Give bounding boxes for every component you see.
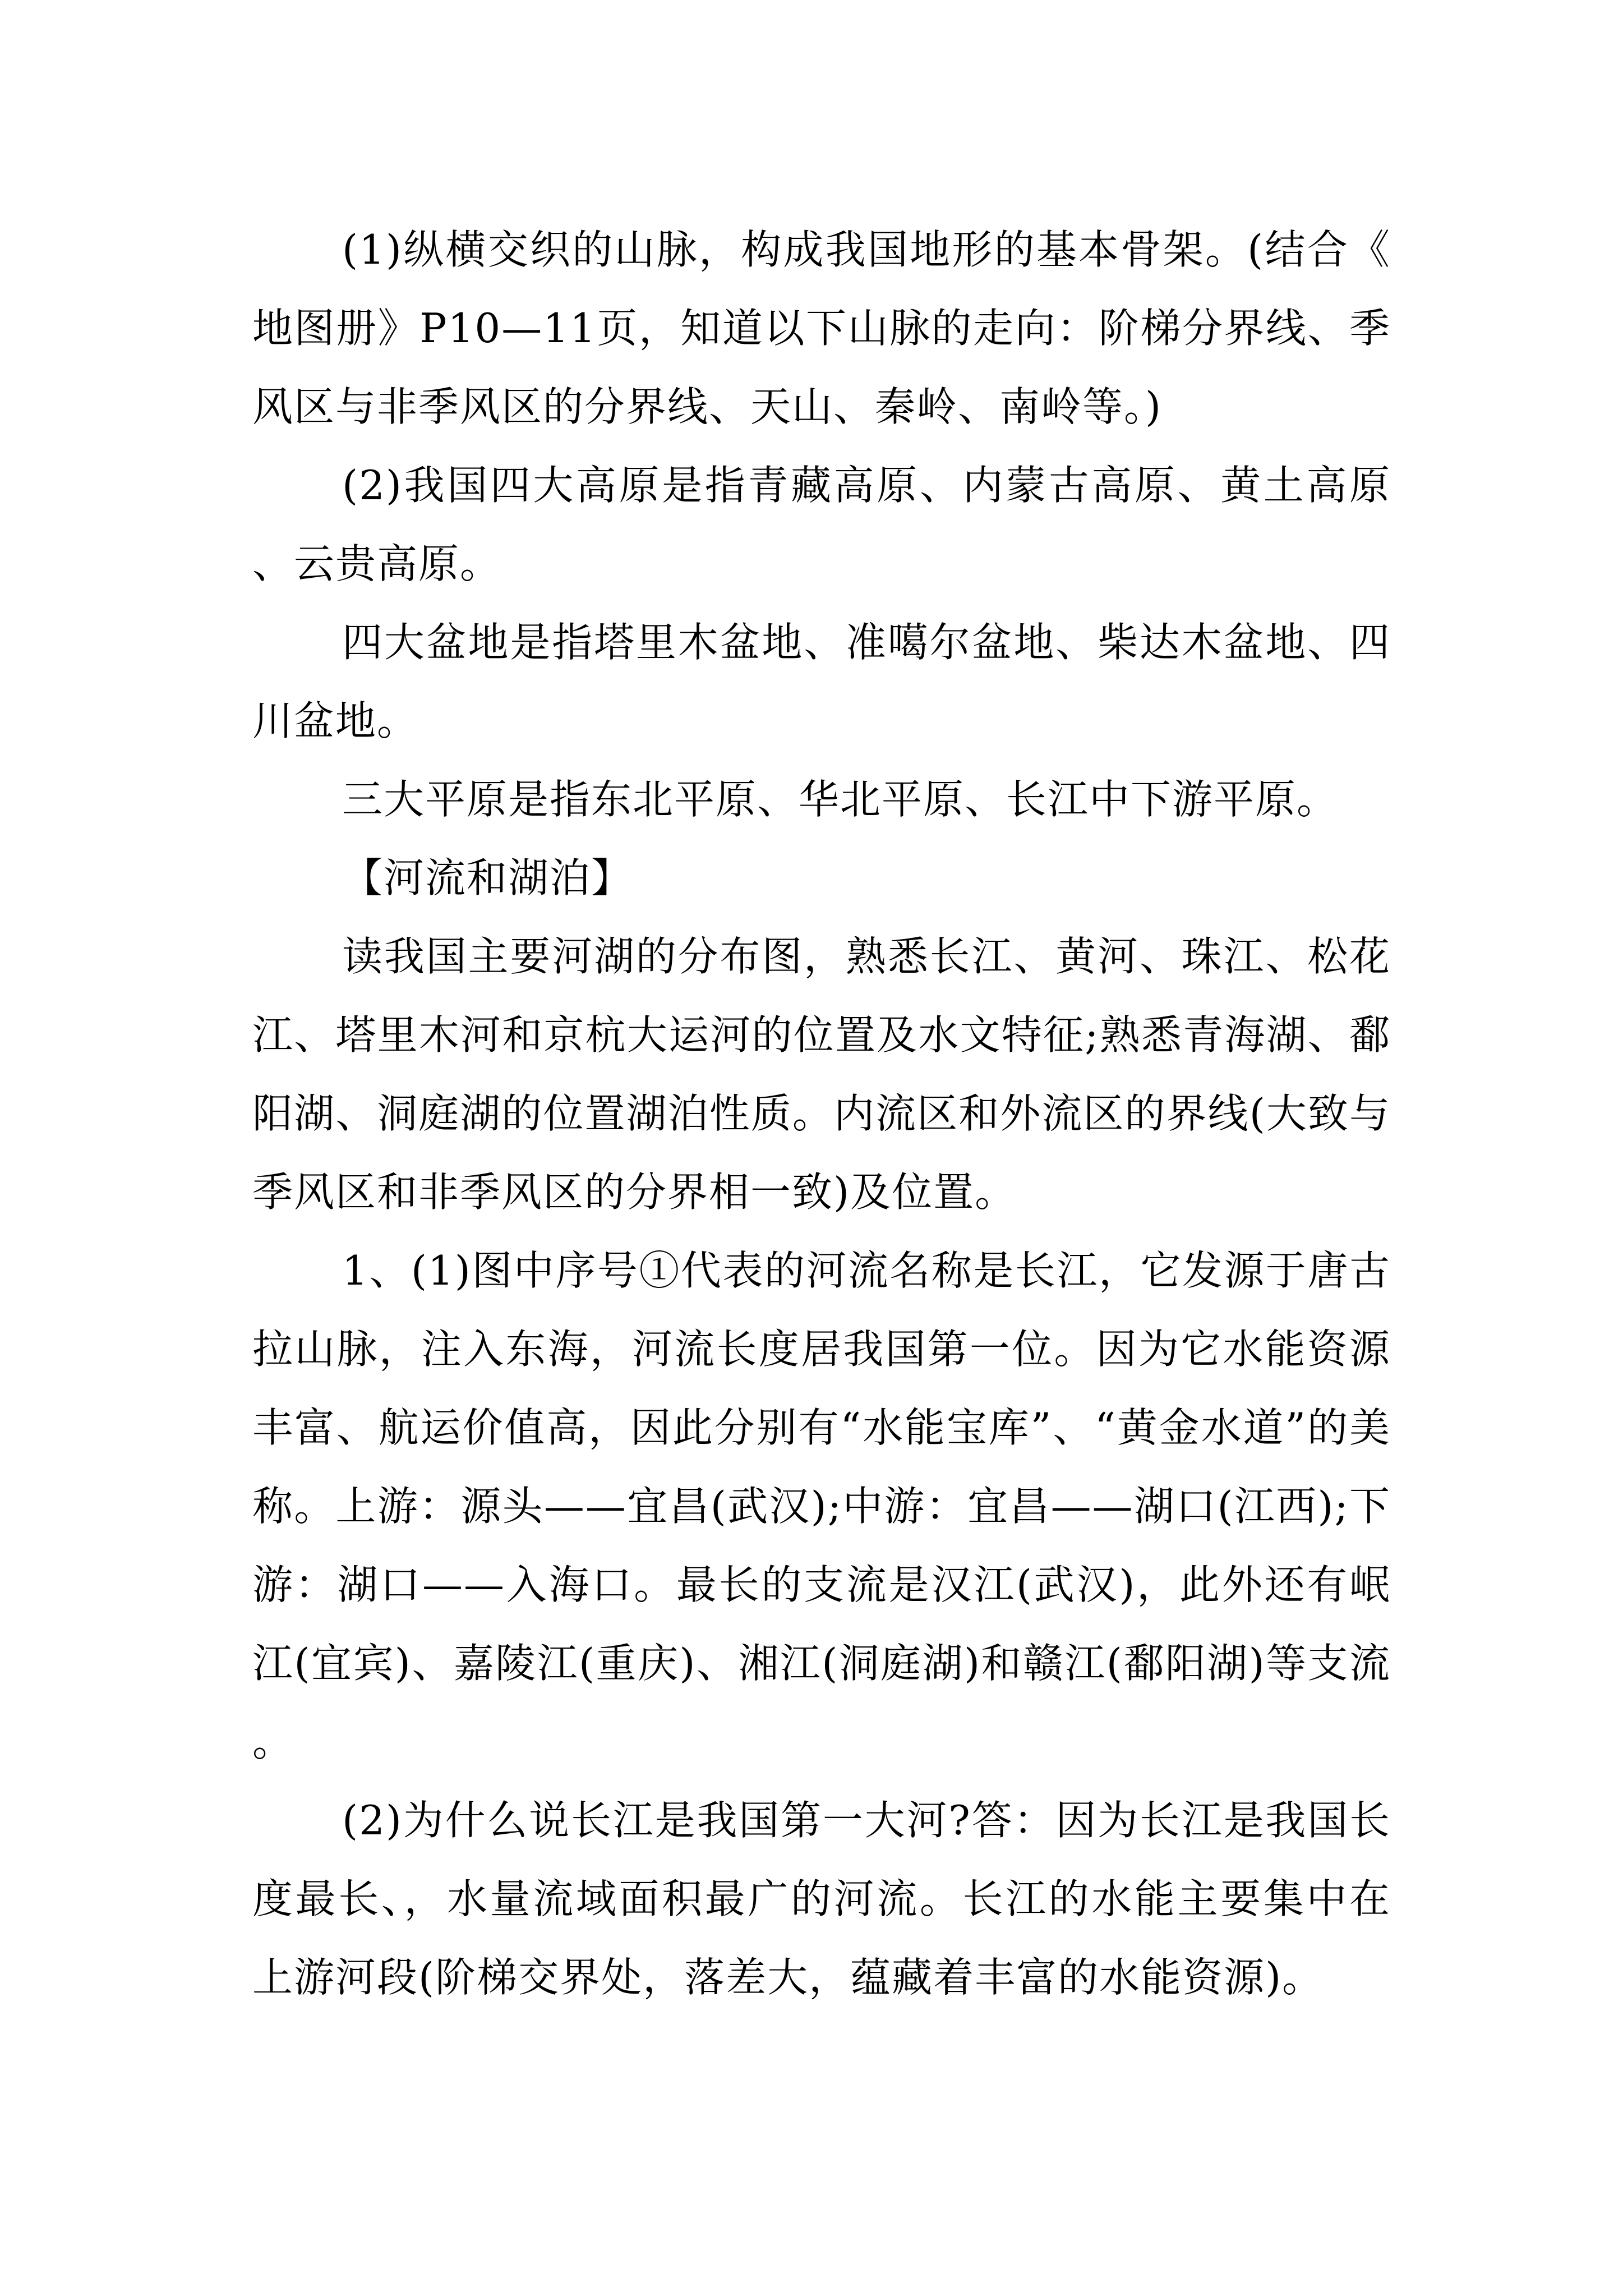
document-body (252, 210, 1391, 2017)
section-heading-rivers-lakes: 【河流和湖泊】 (342, 854, 633, 901)
paragraph-yangtze-question: (2)为什么说长江是我国第一大河?答：因为长江是我国长度最长、，水量流域面积最广的河流。长江的水能主要集中在上游河段(阶梯交界处，落差大，蕴藏着丰富的水能资源)。 (252, 1797, 1391, 2001)
paragraph-mountains: (1)纵横交织的山脉，构成我国地形的基本骨架。(结合《地图册》P10—11页，知道以下山脉的走向：阶梯分界线、季风区与非季风区的分界线、天山、秦岭、南岭等。) (252, 226, 1391, 430)
paragraph-yangtze-details: 1、(1)图中序号①代表的河流名称是长江，它发源于唐古拉山脉，注入东海，河流长度居我国第一位。因为它水能资源丰富、航运价值高，因此分别有“水能宝库”、“黄金水道”的美称。上游：源头——宜昌(武汉);中游：宜昌——湖口(江西);下游：湖口——入海口。最长的支流是汉江(武汉)，此外还有岷江(宜宾)、嘉陵江(重庆)、湘江(洞庭湖)和赣江(鄱阳湖)等支流。 (252, 1247, 1391, 1765)
paragraph-plains: 三大平原是指东北平原、华北平原、长江中下游平原。 (342, 776, 1339, 823)
paragraph-plateaus: (2)我国四大高原是指青藏高原、内蒙古高原、黄土高原、云贵高原。 (252, 462, 1391, 587)
paragraph-basins: 四大盆地是指塔里木盆地、准噶尔盆地、柴达木盆地、四川盆地。 (252, 619, 1391, 744)
paragraph-rivers-overview: 读我国主要河湖的分布图，熟悉长江、黄河、珠江、松花江、塔里木河和京杭大运河的位置及水文特征;熟悉青海湖、鄱阳湖、洞庭湖的位置湖泊性质。内流区和外流区的界线(大致与季风区和非季风区的分界相一致)及位置。 (252, 933, 1391, 1216)
